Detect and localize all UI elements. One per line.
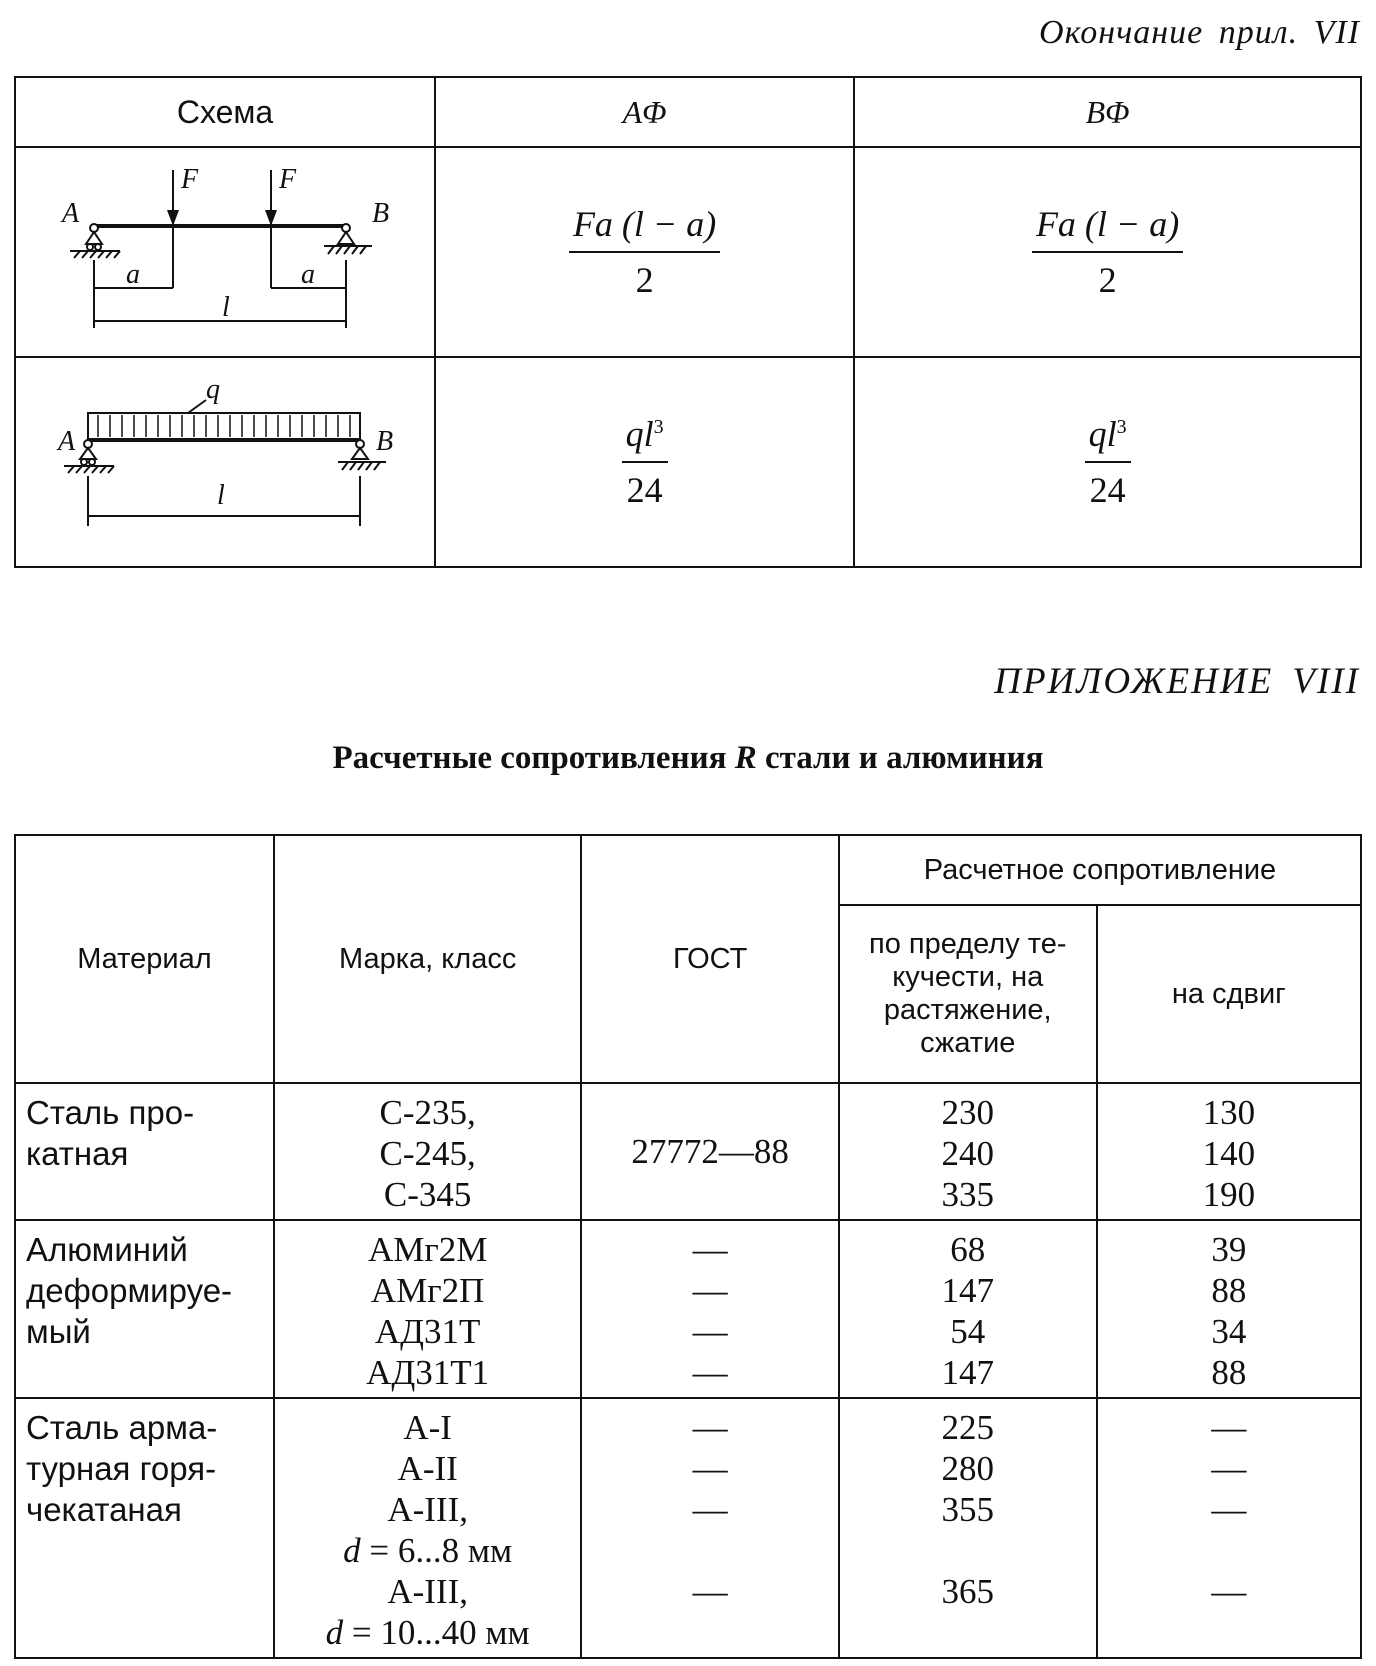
- appendix8-table: [14, 834, 1362, 1659]
- label-l-span: l: [222, 292, 230, 323]
- label-l-span-2: l: [217, 480, 225, 511]
- yield-rolled-steel: 230 240 335: [839, 1083, 1097, 1220]
- header-b-phi: BΦ: [854, 77, 1361, 147]
- a-phi-exponent-2: 3: [653, 416, 664, 438]
- b-phi-exponent-2: 3: [1116, 416, 1127, 438]
- material-rebar-steel: Сталь арма- турная горя- чекатаная: [15, 1398, 274, 1658]
- header-yield: по пределу те- кучести, на растяжение, сжатие: [839, 905, 1097, 1083]
- header-material: Материал: [15, 835, 274, 1083]
- gost-rebar-steel: — — — —: [581, 1398, 838, 1658]
- a-phi-denominator-2: 24: [626, 470, 663, 510]
- grades-rolled-steel: С-235, С-245, С-345: [274, 1083, 582, 1220]
- label-b-support: B: [372, 198, 390, 229]
- b-phi-denominator-2: 24: [1089, 470, 1126, 510]
- header-scheme: Схема: [15, 77, 435, 147]
- shear-rolled-steel: 130 140 190: [1097, 1083, 1361, 1220]
- gost-aluminium: — — — —: [581, 1220, 838, 1398]
- a-phi-formula-1: [435, 147, 854, 357]
- b-phi-formula-1: [854, 147, 1361, 357]
- scheme-distributed-load-cell: [15, 357, 435, 567]
- shear-rebar-steel: — — — —: [1097, 1398, 1361, 1658]
- shear-aluminium: 39 88 34 88: [1097, 1220, 1361, 1398]
- scheme-two-forces-cell: [15, 147, 435, 357]
- appendix8-title: [0, 740, 1376, 777]
- continuation-label: Окончание прил. VII: [1039, 14, 1360, 51]
- grades-aluminium: АМг2М АМг2П АД31Т АД31Т1: [274, 1220, 582, 1398]
- header-grade: Марка, класс: [274, 835, 582, 1083]
- table-row: [15, 1398, 1361, 1658]
- header-a-phi: AΦ: [435, 77, 854, 147]
- grades-rebar-steel: А-I А-II А-III, d = 6...8 мм А-III, d = 10...40 мм: [274, 1398, 582, 1658]
- b-phi-numerator-1: Fa (l − a): [1032, 203, 1183, 253]
- a-phi-numerator-1: Fa (l − a): [569, 203, 720, 253]
- a-phi-denominator-1: 2: [635, 260, 654, 300]
- a-phi-formula-2: [435, 357, 854, 567]
- material-rolled-steel: Сталь про- катная: [15, 1083, 274, 1220]
- label-force-2: F: [279, 164, 297, 195]
- header-shear: на сдвиг: [1097, 905, 1361, 1083]
- b-phi-denominator-1: 2: [1098, 260, 1117, 300]
- title-part-1: Расчетные сопротивления: [332, 740, 735, 776]
- gost-rolled-steel: 27772—88: [581, 1083, 838, 1220]
- b-phi-numerator-2: ql: [1088, 414, 1117, 454]
- title-symbol-r: R: [734, 740, 757, 776]
- label-a-right: a: [301, 259, 315, 290]
- appendix7-table: [14, 76, 1362, 568]
- label-force-1: F: [181, 164, 199, 195]
- yield-rebar-steel: 225 280 355 365: [839, 1398, 1097, 1658]
- label-a-left: a: [126, 259, 140, 290]
- appendix7-header-row: [15, 77, 1361, 147]
- header-gost: ГОСТ: [581, 835, 838, 1083]
- appendix8-label: ПРИЛОЖЕНИЕ VIII: [994, 661, 1360, 702]
- title-part-2: стали и алюминия: [756, 740, 1044, 776]
- beam-distributed-load-diagram: [16, 358, 434, 561]
- header-row-1: [15, 835, 1361, 905]
- a-phi-numerator-2: ql: [625, 414, 654, 454]
- beam-two-forces-diagram: [16, 148, 434, 351]
- table-row: [15, 1083, 1361, 1220]
- label-a-support: A: [62, 198, 80, 229]
- label-b-support-2: B: [376, 426, 394, 457]
- appendix7-row-distributed-load: [15, 357, 1361, 567]
- header-resistance: Расчетное сопротивление: [839, 835, 1361, 905]
- label-a-support-2: A: [58, 426, 76, 457]
- yield-aluminium: 68 147 54 147: [839, 1220, 1097, 1398]
- appendix7-row-two-forces: [15, 147, 1361, 357]
- table-row: [15, 1220, 1361, 1398]
- material-aluminium: Алюминий деформируе- мый: [15, 1220, 274, 1398]
- b-phi-formula-2: [854, 357, 1361, 567]
- label-q-load: q: [206, 374, 220, 405]
